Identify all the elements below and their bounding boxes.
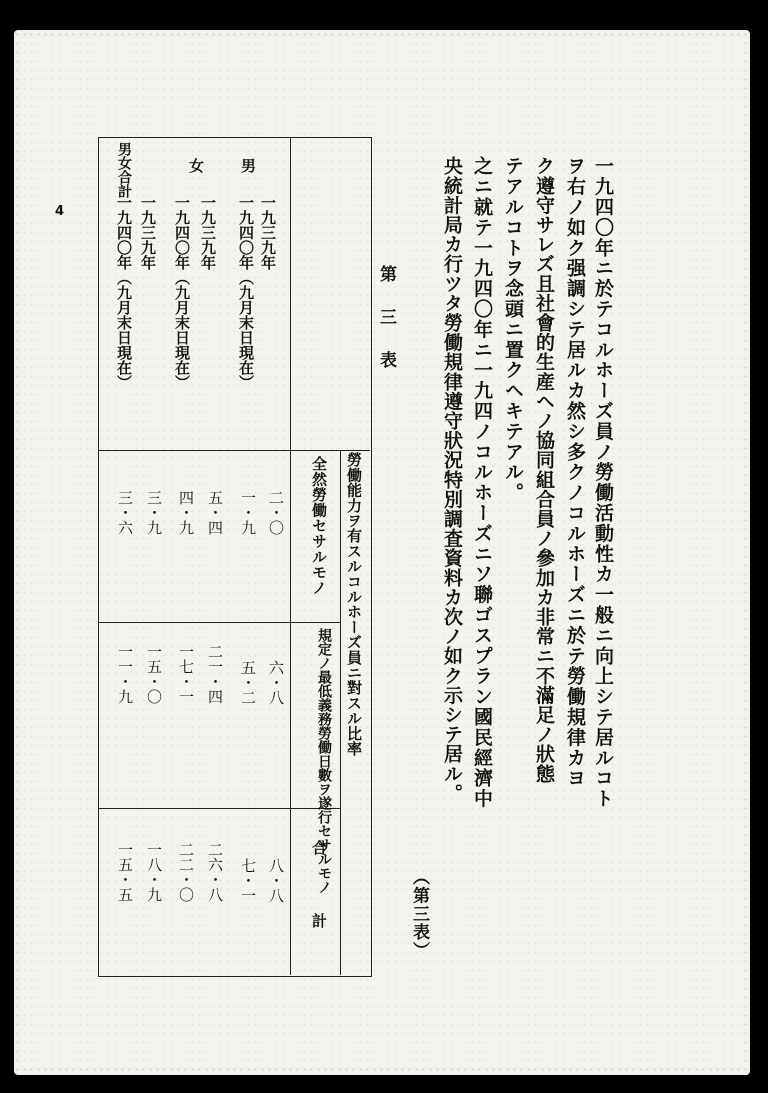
- value-below-min-female-1939: 二一・四: [206, 644, 224, 704]
- column-header-total: 合計: [310, 840, 328, 986]
- value-total-male-1940: 七・一: [239, 858, 257, 903]
- row-group-total: 男女合計: [116, 142, 132, 198]
- table-title: 第三表: [376, 265, 396, 394]
- table-rule-3: [98, 808, 341, 809]
- value-no-work-female-1940: 四・九: [177, 490, 195, 535]
- body-text-column-4: テアルコトヲ念頭ニ置クヘキテアル。: [502, 156, 524, 503]
- table-rule-header-divider: [290, 137, 291, 975]
- body-text-column-6: 央統計局カ行ツタ勞働規律遵守狀況特別調査資料カ次ノ如ク示シテ居ル。: [441, 156, 463, 803]
- body-text-column-2: ヲ右ノ如ク强調シテ居ルカ然シ多クノコルホーズニ於テ勞働規律カヨ: [564, 156, 586, 789]
- row-label-total-1940: 一九四〇年（九月末日現在）: [115, 195, 133, 390]
- value-no-work-total-1939: 三・九: [145, 490, 163, 535]
- row-label-male-1939: 一九三九年: [259, 195, 277, 270]
- body-text-column-1: 一九四〇年ニ於テコルホーズ員ノ勞働活動性カ一般ニ向上シテ居ルコト: [592, 156, 614, 809]
- column-header-no-work: 全然勞働セサルモノ: [310, 456, 328, 596]
- value-below-min-male-1940: 五・二: [239, 660, 257, 705]
- value-total-total-1939: 一八・九: [145, 842, 163, 902]
- row-group-male: 男: [239, 158, 257, 173]
- value-below-min-male-1939: 六・八: [267, 660, 285, 705]
- table-rule-1: [98, 450, 370, 451]
- row-group-female: 女: [187, 158, 205, 173]
- table-rule-title-divider: [340, 450, 341, 975]
- value-no-work-total-1940: 三・六: [116, 490, 134, 535]
- body-text-column-3: ク遵守サレズ且社會的生産ヘノ協同組合員ノ參加カ非常ニ不滿足ノ狀態: [533, 156, 555, 784]
- row-label-female-1940: 一九四〇年（九月末日現在）: [173, 195, 191, 390]
- value-no-work-female-1939: 五・四: [206, 490, 224, 535]
- column-header-below-minimum: 規定ノ最低義務勞働日數ヲ遂行セサルモノ: [316, 628, 332, 894]
- margin-page-mark: 4: [55, 204, 65, 219]
- value-no-work-male-1940: 一・九: [239, 490, 257, 535]
- value-below-min-female-1940: 一七・一: [177, 644, 195, 704]
- value-total-female-1940: 二二・〇: [177, 842, 195, 902]
- value-below-min-total-1940: 一一・九: [116, 644, 134, 704]
- value-total-male-1939: 八・八: [267, 858, 285, 903]
- row-label-total-1939: 一九三九年: [139, 195, 157, 270]
- value-total-total-1940: 一五・五: [116, 842, 134, 902]
- body-text-column-7: （第三表）: [409, 868, 429, 960]
- table-rule-2: [98, 622, 341, 623]
- table-inner-title: 勞働能力ヲ有スルコルホーズ員ニ對スル比率: [345, 452, 363, 756]
- body-text-column-5: 之ニ就テ一九四〇年ニ一九四ノコルホーズニソ聯ゴスプラン國民經濟中: [471, 156, 493, 809]
- value-no-work-male-1939: 二・〇: [267, 490, 285, 535]
- value-below-min-total-1939: 一五・〇: [145, 644, 163, 704]
- row-label-female-1939: 一九三九年: [199, 195, 217, 270]
- value-total-female-1939: 二六・八: [206, 842, 224, 902]
- row-label-male-1940: 一九四〇年（九月末日現在）: [237, 195, 255, 390]
